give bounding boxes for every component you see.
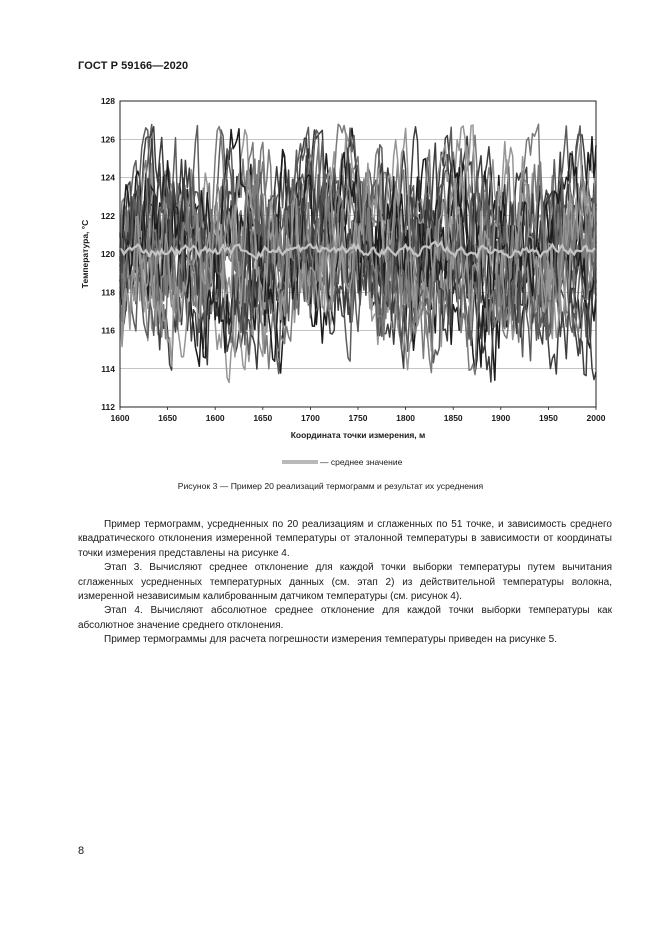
legend-label-mean: — среднее значение <box>320 457 403 467</box>
x-tick-label: 1850 <box>443 413 463 423</box>
x-tick-label: 1750 <box>348 413 368 423</box>
y-tick-label: 112 <box>101 402 115 412</box>
paragraph: Этап 4. Вычисляют абсолютное среднее отклонение для каждой точки выборки температуры как абсолютное значение среднего отклонения. <box>78 605 612 631</box>
y-tick-label: 118 <box>101 287 115 298</box>
figure-caption: Рисунок 3 — Пример 20 реализаций термограмм и результат их усреднения <box>177 481 484 491</box>
paragraph: Пример термограмм, усредненных по 20 реализациям и сглаженных по 51 точке, и зависимость среднего квадратического отклонения измеренной температуры от эталонной температуры в зависимости от координаты точки измерения представлены на рисунке 4. <box>78 519 612 559</box>
x-axis-label: Координата точки измерения, м <box>290 430 426 440</box>
y-tick-label: 114 <box>101 363 115 374</box>
body-text <box>78 518 612 648</box>
y-tick-label: 128 <box>100 96 115 106</box>
y-tick-label: 122 <box>100 210 115 221</box>
paragraph: Пример термограммы для расчета погрешности измерения температуры приведен на рисунке 5. <box>104 634 557 646</box>
x-tick-label: 1700 <box>300 413 320 423</box>
realization-series-layer <box>120 124 596 382</box>
x-tick-label: 1900 <box>491 413 511 423</box>
paragraph: Этап 3. Вычисляют среднее отклонение для каждой точки выборки температуры путем вычитания сглаженных усредненных температурных данных (см. этап 2) из действительной температуры волокна, измеренной независимым калиброванным датчиком температуры (см. рисунок 4). <box>78 562 612 603</box>
y-tick-label: 120 <box>100 249 115 259</box>
x-tick-label: 1600 <box>205 413 225 423</box>
document-header: ГОСТ Р 59166—2020 <box>78 60 189 72</box>
x-tick-label: 1650 <box>253 413 273 423</box>
y-tick-labels <box>101 96 115 412</box>
y-tick-label: 126 <box>100 134 115 145</box>
page-number: 8 <box>78 845 85 857</box>
x-tick-label: 1950 <box>538 413 558 423</box>
x-tick-label: 2000 <box>586 413 606 423</box>
x-tick-label: 1650 <box>158 413 178 423</box>
y-axis-label: Температура, °С <box>80 219 90 289</box>
chart-legend <box>282 457 403 467</box>
x-tick-label: 1800 <box>396 413 416 423</box>
y-tick-label: 116 <box>101 325 115 336</box>
x-tick-labels <box>111 407 606 423</box>
x-tick-label: 1600 <box>110 413 130 423</box>
y-tick-label: 124 <box>100 172 115 183</box>
